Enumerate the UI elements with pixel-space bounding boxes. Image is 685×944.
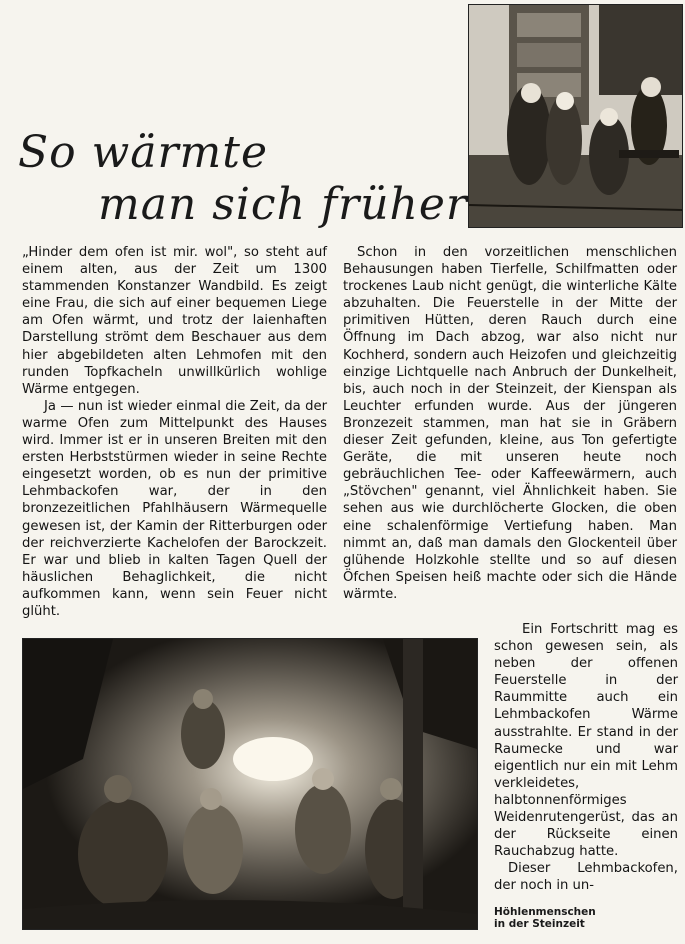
title-line-1: So wärmte — [18, 127, 268, 179]
paragraph: „Hinder dem ofen ist mir. wol", so steht auf einem alten, aus der Zeit um 1300 stammenden Konstanzer Wandbild. Es zeigt eine Frau, die sich auf einer bequemen Liege am Ofen wärmt, und trotz der laienhaften Darstellung strömt dem Beschauer aus dem hier abgebildeten alten Lehmofen mit den runden Topfkacheln unwillkürlich wohlige Wärme entgegen. — [22, 245, 327, 397]
engraving-family-by-stove-icon — [468, 4, 683, 228]
column-1 — [22, 244, 327, 620]
caption-line-1: Höhlenmenschen — [494, 906, 596, 918]
figure-caption — [494, 906, 674, 930]
painting-cave-people-fire-icon — [22, 638, 478, 930]
paragraph: Schon in den vorzeitlichen menschlichen Behausungen haben Tierfelle, Schilfmatten oder trockenes Laub nicht genügt, die winterliche Kälte abzuhalten. Die Feuerstelle in der Mitte der primitiven Hütten, deren Rauch durch eine Öffnung im Dach abzog, war also nicht nur Kochherd, sondern auch Heizofen und gleichzeitig einzige Lichtquelle nach Anbruch der Dunkelheit, bis, auch noch in der Steinzeit, der Kienspan als Leuchter erfunden wurde. Aus der jüngeren Bronzezeit stammen, man hat sie in Gräbern dieser Zeit gefunden, kleine, aus Ton gefertigte Geräte, die mit unseren heute noch gebräuchlichen Tee- oder Kaffeewärmern, auch „Stövchen" genannt, viel Ähnlichkeit haben. Sie sehen aus wie durchlöcherte Glocken, die oben eine schalenförmige Vertiefung haben. Man nimmt an, daß man damals den Glockenteil über glühende Holzkohle stellte und so auf diesen Öfchen Speisen heiß machte oder sich die Hände wärmte. — [343, 245, 677, 602]
caption-line-2: in der Steinzeit — [494, 918, 585, 930]
paragraph: Dieser Lehmbackofen, der noch in un- — [494, 861, 678, 894]
paragraph: Ein Fortschritt mag es schon gewesen sein, als neben der offenen Feuerstelle in der Raummitte auch ein Lehmbackofen Wärme ausstrahlte. Er stand in der Raumecke und war eigentlich nur ein mit Lehm verkleidetes, halbtonnenförmiges Weidenrutengerüst, das an der Rückseite einen Rauchabzug hatte. — [494, 622, 678, 860]
paragraph: Ja — nun ist wieder einmal die Zeit, da der warme Ofen zum Mittelpunkt des Hauses wird. Immer ist er in unseren Breiten mit den ersten Herbststürmen wieder in seine Rechte eingesetzt worden, ob es nun der primitive Lehmbackofen war, der in den bronzezeitlichen Pfahlhäusern Wärmequelle gewesen ist, der Kamin der Ritterburgen oder der reichverzierte Kachelofen der Barockzeit. Er war und blieb in kalten Tagen Quell der häuslichen Behaglichkeit, die nicht aufkommen kann, wenn sein Feuer nicht glüht. — [22, 398, 327, 619]
column-2 — [343, 244, 677, 603]
title-line-2: man sich früher — [98, 179, 468, 231]
article-title — [18, 127, 468, 231]
column-3 — [494, 621, 678, 895]
